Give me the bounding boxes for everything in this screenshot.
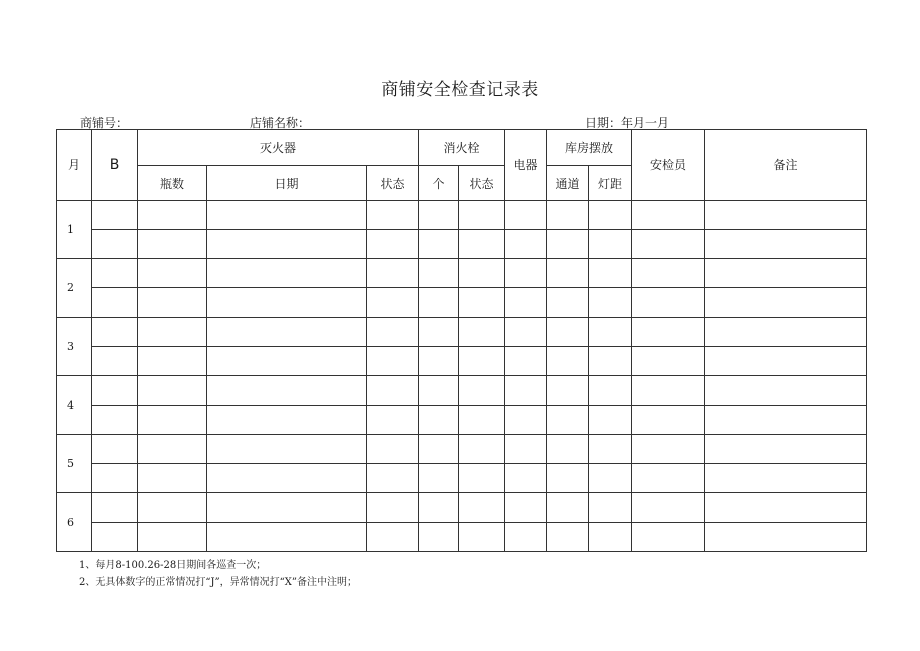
entry-cell[interactable] bbox=[705, 346, 867, 375]
entry-cell[interactable] bbox=[459, 317, 505, 346]
header-row-1 bbox=[57, 130, 867, 166]
entry-cell[interactable] bbox=[367, 346, 419, 375]
entry-cell[interactable] bbox=[459, 493, 505, 522]
header-hydrant-count: 个 bbox=[419, 166, 459, 200]
entry-cell[interactable] bbox=[138, 229, 207, 258]
entry-cell[interactable] bbox=[705, 376, 867, 405]
entry-cell[interactable] bbox=[459, 376, 505, 405]
entry-cell[interactable] bbox=[705, 522, 867, 551]
entry-cell[interactable] bbox=[138, 288, 207, 317]
table-row bbox=[57, 346, 867, 375]
entry-cell[interactable] bbox=[92, 200, 138, 229]
month-number: 4 bbox=[57, 376, 92, 435]
entry-cell[interactable] bbox=[589, 405, 632, 434]
entry-cell[interactable] bbox=[138, 376, 207, 405]
entry-cell[interactable] bbox=[419, 376, 459, 405]
entry-cell[interactable] bbox=[459, 200, 505, 229]
entry-cell[interactable] bbox=[547, 346, 589, 375]
entry-cell[interactable] bbox=[589, 288, 632, 317]
table-row bbox=[57, 522, 867, 551]
month-number: 5 bbox=[57, 434, 92, 493]
entry-cell[interactable] bbox=[589, 317, 632, 346]
entry-cell[interactable] bbox=[419, 522, 459, 551]
entry-cell[interactable] bbox=[589, 434, 632, 463]
entry-cell[interactable] bbox=[207, 229, 367, 258]
entry-cell[interactable] bbox=[207, 493, 367, 522]
entry-cell[interactable] bbox=[589, 464, 632, 493]
entry-cell[interactable] bbox=[459, 464, 505, 493]
entry-cell[interactable] bbox=[207, 259, 367, 288]
entry-cell[interactable] bbox=[547, 200, 589, 229]
entry-cell[interactable] bbox=[419, 200, 459, 229]
entry-cell[interactable] bbox=[138, 493, 207, 522]
entry-cell[interactable] bbox=[92, 405, 138, 434]
entry-cell[interactable] bbox=[367, 464, 419, 493]
entry-cell[interactable] bbox=[138, 464, 207, 493]
entry-cell[interactable] bbox=[207, 200, 367, 229]
entry-cell[interactable] bbox=[705, 200, 867, 229]
entry-cell[interactable] bbox=[419, 434, 459, 463]
entry-cell[interactable] bbox=[419, 346, 459, 375]
entry-cell[interactable] bbox=[505, 376, 547, 405]
note-2: 2、无具体数字的正常情况打“J”，异常情况打“X”备注中注明； bbox=[79, 577, 357, 588]
header-hydrant-status: 状态 bbox=[459, 166, 505, 200]
entry-cell[interactable] bbox=[419, 317, 459, 346]
entry-cell[interactable] bbox=[632, 229, 705, 258]
entry-cell[interactable] bbox=[367, 200, 419, 229]
entry-cell[interactable] bbox=[367, 259, 419, 288]
entry-cell[interactable] bbox=[419, 405, 459, 434]
entry-cell[interactable] bbox=[505, 317, 547, 346]
entry-cell[interactable] bbox=[459, 259, 505, 288]
entry-cell[interactable] bbox=[705, 464, 867, 493]
entry-cell[interactable] bbox=[138, 200, 207, 229]
entry-cell[interactable] bbox=[632, 405, 705, 434]
entry-cell[interactable] bbox=[505, 229, 547, 258]
header-electric: 电器 bbox=[505, 130, 547, 201]
entry-cell[interactable] bbox=[92, 493, 138, 522]
entry-cell[interactable] bbox=[505, 493, 547, 522]
entry-cell[interactable] bbox=[207, 317, 367, 346]
entry-cell[interactable] bbox=[419, 464, 459, 493]
entry-cell[interactable] bbox=[459, 229, 505, 258]
entry-cell[interactable] bbox=[459, 346, 505, 375]
entry-cell[interactable] bbox=[632, 200, 705, 229]
entry-cell[interactable] bbox=[138, 259, 207, 288]
entry-cell[interactable] bbox=[632, 522, 705, 551]
entry-cell[interactable] bbox=[459, 288, 505, 317]
entry-cell[interactable] bbox=[505, 288, 547, 317]
entry-cell[interactable] bbox=[138, 317, 207, 346]
entry-cell[interactable] bbox=[632, 288, 705, 317]
entry-cell[interactable] bbox=[505, 405, 547, 434]
entry-cell[interactable] bbox=[705, 317, 867, 346]
header-bottles: 瓶数 bbox=[138, 166, 207, 200]
entry-cell[interactable] bbox=[632, 434, 705, 463]
entry-cell[interactable] bbox=[92, 259, 138, 288]
header-hydrant: 消火栓 bbox=[419, 130, 505, 166]
month-number: 1 bbox=[57, 200, 92, 259]
entry-cell[interactable] bbox=[632, 464, 705, 493]
header-storage: 库房摆放 bbox=[547, 130, 632, 166]
entry-cell[interactable] bbox=[92, 288, 138, 317]
entry-cell[interactable] bbox=[505, 259, 547, 288]
header-light-distance: 灯距 bbox=[589, 166, 632, 200]
entry-cell[interactable] bbox=[207, 405, 367, 434]
header-remarks: 备注 bbox=[705, 130, 867, 201]
entry-cell[interactable] bbox=[138, 346, 207, 375]
entry-cell[interactable] bbox=[367, 376, 419, 405]
entry-cell[interactable] bbox=[207, 288, 367, 317]
header-month: 月 bbox=[57, 130, 92, 201]
entry-cell[interactable] bbox=[547, 376, 589, 405]
entry-cell[interactable] bbox=[138, 522, 207, 551]
table-row bbox=[57, 464, 867, 493]
month-number: 6 bbox=[57, 493, 92, 552]
entry-cell[interactable] bbox=[632, 317, 705, 346]
entry-cell[interactable] bbox=[459, 522, 505, 551]
entry-cell[interactable] bbox=[207, 346, 367, 375]
entry-cell[interactable] bbox=[547, 493, 589, 522]
entry-cell[interactable] bbox=[92, 346, 138, 375]
header-extinguisher: 灭火器 bbox=[138, 130, 419, 166]
entry-cell[interactable] bbox=[367, 522, 419, 551]
entry-cell[interactable] bbox=[367, 434, 419, 463]
entry-cell[interactable] bbox=[419, 229, 459, 258]
table-row bbox=[57, 200, 867, 229]
entry-cell[interactable] bbox=[632, 346, 705, 375]
date-label: 日期：年月一月 bbox=[585, 116, 670, 130]
entry-cell[interactable] bbox=[547, 405, 589, 434]
entry-cell[interactable] bbox=[92, 317, 138, 346]
table-row bbox=[57, 493, 867, 522]
entry-cell[interactable] bbox=[419, 259, 459, 288]
month-number: 2 bbox=[57, 259, 92, 318]
entry-cell[interactable] bbox=[367, 493, 419, 522]
entry-cell[interactable] bbox=[92, 522, 138, 551]
entry-cell[interactable] bbox=[505, 200, 547, 229]
form-title: 商铺安全检查记录表 bbox=[381, 80, 539, 100]
entry-cell[interactable] bbox=[589, 229, 632, 258]
header-inspector: 安检员 bbox=[632, 130, 705, 201]
entry-cell[interactable] bbox=[547, 434, 589, 463]
entry-cell[interactable] bbox=[92, 464, 138, 493]
entry-cell[interactable] bbox=[547, 522, 589, 551]
entry-cell[interactable] bbox=[632, 259, 705, 288]
entry-cell[interactable] bbox=[589, 493, 632, 522]
entry-cell[interactable] bbox=[505, 522, 547, 551]
inspection-table bbox=[56, 129, 867, 552]
entry-cell[interactable] bbox=[705, 288, 867, 317]
entry-cell[interactable] bbox=[632, 376, 705, 405]
entry-cell[interactable] bbox=[632, 493, 705, 522]
entry-cell[interactable] bbox=[705, 434, 867, 463]
shop-number-label: 商铺号： bbox=[80, 116, 129, 130]
table-row bbox=[57, 317, 867, 346]
entry-cell[interactable] bbox=[505, 434, 547, 463]
entry-cell[interactable] bbox=[459, 405, 505, 434]
entry-cell[interactable] bbox=[207, 376, 367, 405]
entry-cell[interactable] bbox=[505, 464, 547, 493]
entry-cell[interactable] bbox=[207, 522, 367, 551]
entry-cell[interactable] bbox=[138, 434, 207, 463]
entry-cell[interactable] bbox=[92, 229, 138, 258]
entry-cell[interactable] bbox=[547, 288, 589, 317]
note-1: 1、每月8-100.26-28日期间各巡查一次； bbox=[79, 560, 267, 571]
table-row bbox=[57, 229, 867, 258]
entry-cell[interactable] bbox=[589, 200, 632, 229]
table-row bbox=[57, 434, 867, 463]
entry-cell[interactable] bbox=[589, 346, 632, 375]
entry-cell[interactable] bbox=[367, 229, 419, 258]
entry-cell[interactable] bbox=[459, 434, 505, 463]
entry-cell[interactable] bbox=[547, 317, 589, 346]
entry-cell[interactable] bbox=[705, 229, 867, 258]
entry-cell[interactable] bbox=[207, 464, 367, 493]
table-row bbox=[57, 259, 867, 288]
entry-cell[interactable] bbox=[547, 259, 589, 288]
entry-cell[interactable] bbox=[705, 259, 867, 288]
header-date: 日期 bbox=[207, 166, 367, 200]
entry-cell[interactable] bbox=[92, 434, 138, 463]
entry-cell[interactable] bbox=[92, 376, 138, 405]
table-row bbox=[57, 405, 867, 434]
entry-cell[interactable] bbox=[367, 405, 419, 434]
entry-cell[interactable] bbox=[419, 288, 459, 317]
entry-cell[interactable] bbox=[419, 493, 459, 522]
table-row bbox=[57, 288, 867, 317]
header-aisle: 通道 bbox=[547, 166, 589, 200]
table-row bbox=[57, 376, 867, 405]
entry-cell[interactable] bbox=[705, 405, 867, 434]
entry-cell[interactable] bbox=[589, 376, 632, 405]
entry-cell[interactable] bbox=[705, 493, 867, 522]
shop-name-label: 店铺名称： bbox=[250, 116, 311, 130]
entry-cell[interactable] bbox=[367, 317, 419, 346]
entry-cell[interactable] bbox=[547, 464, 589, 493]
month-number: 3 bbox=[57, 317, 92, 376]
entry-cell[interactable] bbox=[547, 229, 589, 258]
entry-cell[interactable] bbox=[138, 405, 207, 434]
entry-cell[interactable] bbox=[589, 522, 632, 551]
entry-cell[interactable] bbox=[589, 259, 632, 288]
entry-cell[interactable] bbox=[367, 288, 419, 317]
entry-cell[interactable] bbox=[505, 346, 547, 375]
header-b: B bbox=[92, 130, 138, 201]
entry-cell[interactable] bbox=[207, 434, 367, 463]
header-extinguisher-status: 状态 bbox=[367, 166, 419, 200]
